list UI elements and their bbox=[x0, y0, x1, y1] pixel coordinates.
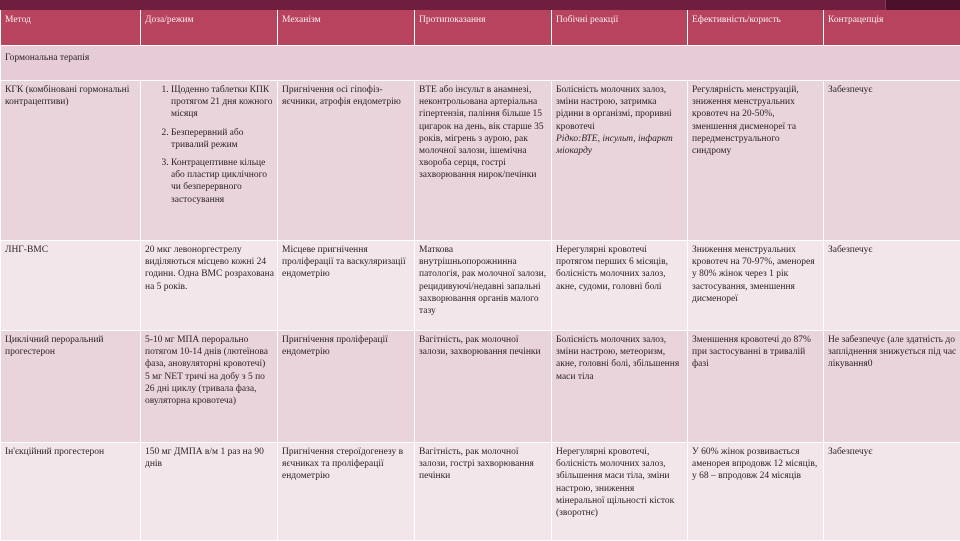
cell-dose bbox=[141, 81, 278, 241]
header-dose: Доза/режим bbox=[141, 1, 278, 46]
header-contraception: Контрацепція bbox=[824, 1, 960, 46]
cell-effectiveness: Регулярність менструацій, зниження менструальних кровотеч на 20-50%, зменшення дисменореї та передменструального синдрому bbox=[688, 81, 824, 241]
slide-top-bar bbox=[0, 0, 960, 10]
cell-side-effects: Нерегулярні кровотечі протягом перших 6 місяців, болісність молочних залоз, акне, судоми, головні болі bbox=[552, 241, 688, 331]
slide-corner-tab bbox=[885, 0, 960, 10]
cell-contraindications: ВТЕ або інсульт в анамнезі, неконтрольована артеріальна гіпертензія, паління більше 15 цигарок на день, вік старше 35 років, мігрень з аурою, рак молочної залози, ішемічна хвороба серця, гострі захворювання нирок/печінки bbox=[415, 81, 552, 241]
cell-contraception: Забезпечує bbox=[824, 241, 960, 331]
side-effects-text: Болісність молочних залоз, зміни настрою, затримка рідини в організмі, проривні кровотечі bbox=[556, 84, 684, 133]
cell-effectiveness: У 60% жінок розвивається аменорея впродовж 12 місяців, у 68 – впродовж 24 місяців bbox=[688, 443, 824, 541]
cell-dose: 150 мг ДМПА в/м 1 раз на 90 днів bbox=[141, 443, 278, 541]
cell-side-effects: Нерегулярні кровотечі, болісність молочних залоз, збільшення маси тіла, зміни настрою, зниження мінеральної щільності кісток (зворотнє) bbox=[552, 443, 688, 541]
cell-side-effects bbox=[552, 81, 688, 241]
cell-contraception: Забезпечує bbox=[824, 81, 960, 241]
dose-line: 5 мг NET тричі на добу з 5 по 26 дні циклу (тривала фаза, овуляторна кровотеча) bbox=[145, 371, 274, 408]
cell-mechanism: Пригнічення проліферації ендометрію bbox=[278, 331, 415, 443]
cell-effectiveness: Зниження менструальних кровотеч на 70-97%, аменорея у 80% жінок через 1 рік застосування, зменшення дисменореї bbox=[688, 241, 824, 331]
cell-method: Ін'єкційний прогестерон bbox=[1, 443, 141, 541]
list-item: 2. Безперервний або тривалий режим bbox=[171, 127, 274, 151]
cell-effectiveness: Зменшення кровотечі до 87% при застосуванні в тривалій фазі bbox=[688, 331, 824, 443]
cell-method: Циклічний пероральний прогестерон bbox=[1, 331, 141, 443]
cell-contraindications: Вагітність, рак молочної залози, захворювання печінки bbox=[415, 331, 552, 443]
header-effectiveness: Ефективність/користь bbox=[688, 1, 824, 46]
header-mechanism: Механізм bbox=[278, 1, 415, 46]
table-row bbox=[1, 443, 960, 541]
list-item: 1. Щоденно таблетки КПК протягом 21 дня кожного місяця bbox=[171, 84, 274, 121]
dose-line: 5-10 мг МПА перорально потягом 10-14 днів (лютеїнова фаза, ановуляторні кровотечі) bbox=[145, 334, 274, 371]
table-row bbox=[1, 81, 960, 241]
cell-mechanism: Місцеве пригнічення проліферації та васкуляризації ендометрію bbox=[278, 241, 415, 331]
table-row bbox=[1, 241, 960, 331]
dose-list bbox=[145, 84, 274, 206]
header-contraindications: Протипоказання bbox=[415, 1, 552, 46]
header-method: Метод bbox=[1, 1, 141, 46]
table-row bbox=[1, 331, 960, 443]
cell-mechanism: Пригнічення осі гіпофіз-яєчники, атрофія ендометрію bbox=[278, 81, 415, 241]
cell-method: КГК (комбіновані гормональні контрацептиви) bbox=[1, 81, 141, 241]
cell-contraindications: Маткова внутрішньопорожнинна патологія, рак молочної залози, рецидивуючі/недавні запальні захворювання органів малого тазу bbox=[415, 241, 552, 331]
cell-side-effects: Болісність молочних залоз, зміни настрою, метеоризм, акне, головні болі, збільшення маси тіла bbox=[552, 331, 688, 443]
side-effects-rare: Рідко:ВТЕ, інсульт, інфаркт міокарду bbox=[556, 133, 684, 157]
list-item: 3. Контрацептивне кільце або пластир циклічного чи безперервного застосування bbox=[171, 157, 274, 206]
header-side-effects: Побічні реакції bbox=[552, 1, 688, 46]
cell-dose: 20 мкг левоноргестрелу виділяються місцево кожні 24 години. Одна ВМС розрахована на 5 років. bbox=[141, 241, 278, 331]
section-row bbox=[1, 46, 960, 81]
cell-contraindications: Вагітність, рак молочної залози, гострі захворювання печінки bbox=[415, 443, 552, 541]
cell-contraception: Не забезпечує (але здатність до запліднення знижується під час лікування0 bbox=[824, 331, 960, 443]
cell-dose bbox=[141, 331, 278, 443]
cell-contraception: Забезпечує bbox=[824, 443, 960, 541]
cell-method: ЛНГ-ВМС bbox=[1, 241, 141, 331]
cell-mechanism: Пригнічення стероїдогенезу в яєчниках та проліферації ендометрію bbox=[278, 443, 415, 541]
section-title: Гормональна терапія bbox=[1, 46, 960, 81]
